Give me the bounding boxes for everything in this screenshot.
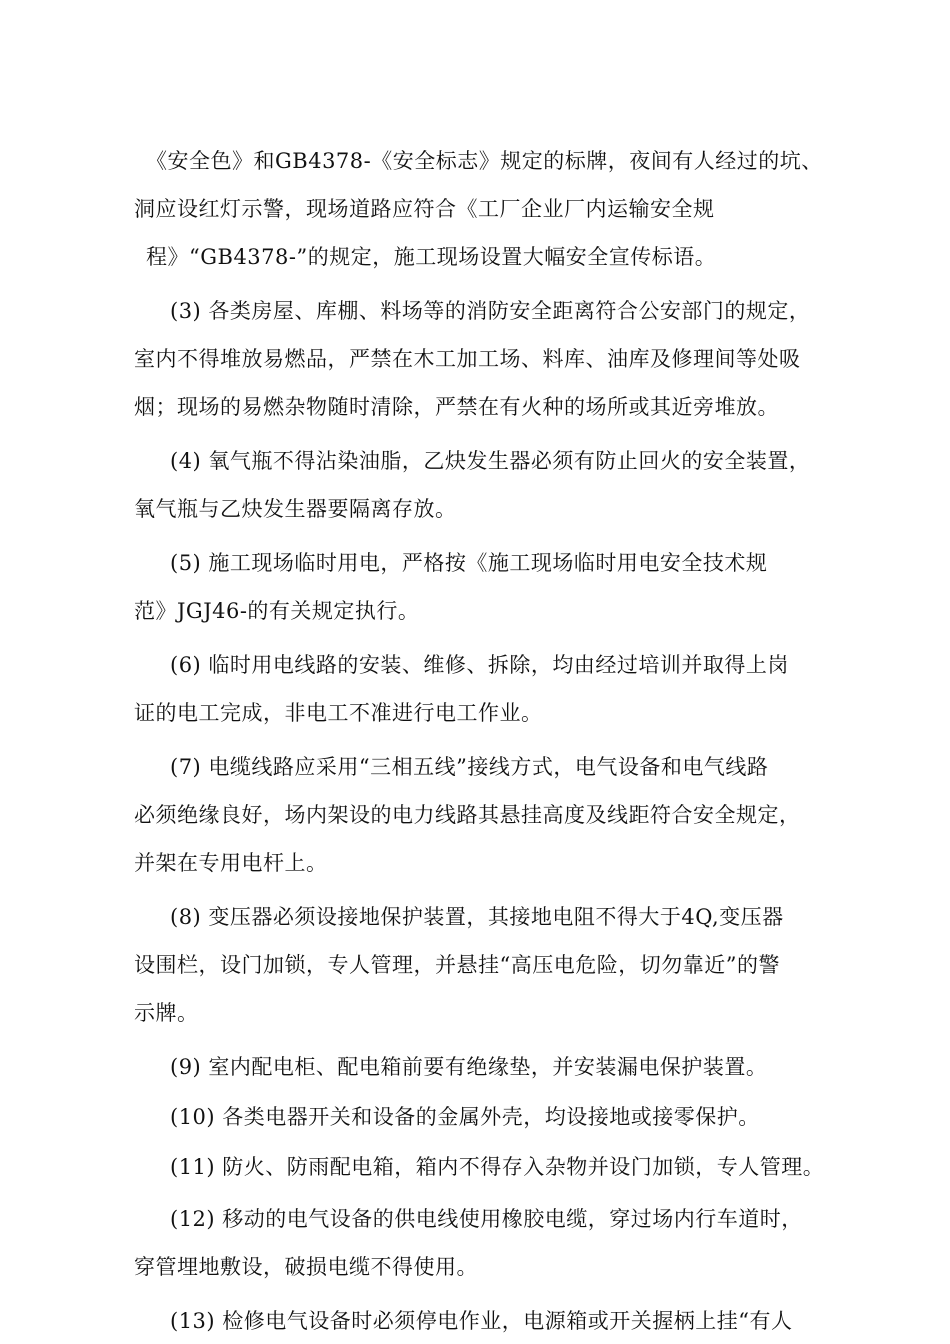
- text-line-5: 室内不得堆放易燃品，严禁在木工加工场、料库、油库及修理间等处吸: [134, 347, 801, 371]
- text-line-10: 范》JGJ46-的有关规定执行。: [134, 599, 420, 623]
- text-line-24: (13) 检修电气设备时必须停电作业，电源箱或开关握柄上挂“有人: [170, 1309, 793, 1333]
- text-line-22: (12) 移动的电气设备的供电线使用橡胶电缆，穿过场内行车道时，: [170, 1207, 803, 1231]
- text-line-9: (5) 施工现场临时用电，严格按《施工现场临时用电安全技术规: [170, 551, 768, 575]
- text-line-18: 示牌。: [134, 1001, 199, 1025]
- text-line-17: 设围栏，设门加锁，专人管理，并悬挂“高压电危险，切勿靠近”的警: [134, 953, 780, 977]
- text-line-6: 烟；现场的易燃杂物随时清除，严禁在有火种的场所或其近旁堆放。: [134, 395, 779, 419]
- text-line-8: 氧气瓶与乙炔发生器要隔离存放。: [134, 497, 457, 521]
- text-line-16: (8) 变压器必须设接地保护装置，其接地电阻不得大于4Q,变压器: [170, 905, 784, 929]
- text-line-23: 穿管埋地敷设，破损电缆不得使用。: [134, 1255, 478, 1279]
- text-line-7: (4) 氧气瓶不得沾染油脂，乙炔发生器必须有防止回火的安全装置，: [170, 449, 811, 473]
- text-line-13: (7) 电缆线路应采用“三相五线”接线方式，电气设备和电气线路: [170, 755, 769, 779]
- text-line-21: (11) 防火、防雨配电箱，箱内不得存入杂物并设门加锁，专人管理。: [170, 1155, 825, 1179]
- text-line-20: (10) 各类电器开关和设备的金属外壳，均设接地或接零保护。: [170, 1105, 760, 1129]
- text-line-2: 洞应设红灯示警，现场道路应符合《工厂企业厂内运输安全规: [134, 197, 715, 221]
- text-line-3: 程》“GB4378-”的规定，施工现场设置大幅安全宣传标语。: [146, 245, 717, 269]
- text-line-15: 并架在专用电杆上。: [134, 851, 328, 875]
- text-line-14: 必须绝缘良好，场内架设的电力线路其悬挂高度及线距符合安全规定，: [134, 803, 801, 827]
- text-line-12: 证的电工完成，非电工不准进行电工作业。: [134, 701, 543, 725]
- text-line-11: (6) 临时用电线路的安装、维修、拆除，均由经过培训并取得上岗: [170, 653, 789, 677]
- text-line-19: (9) 室内配电柜、配电箱前要有绝缘垫，并安装漏电保护装置。: [170, 1055, 768, 1079]
- text-line-1: 《安全色》和GB4378-《安全标志》规定的标牌，夜间有人经过的坑、: [146, 149, 823, 173]
- text-line-4: (3) 各类房屋、库棚、料场等的消防安全距离符合公安部门的规定，: [170, 299, 811, 323]
